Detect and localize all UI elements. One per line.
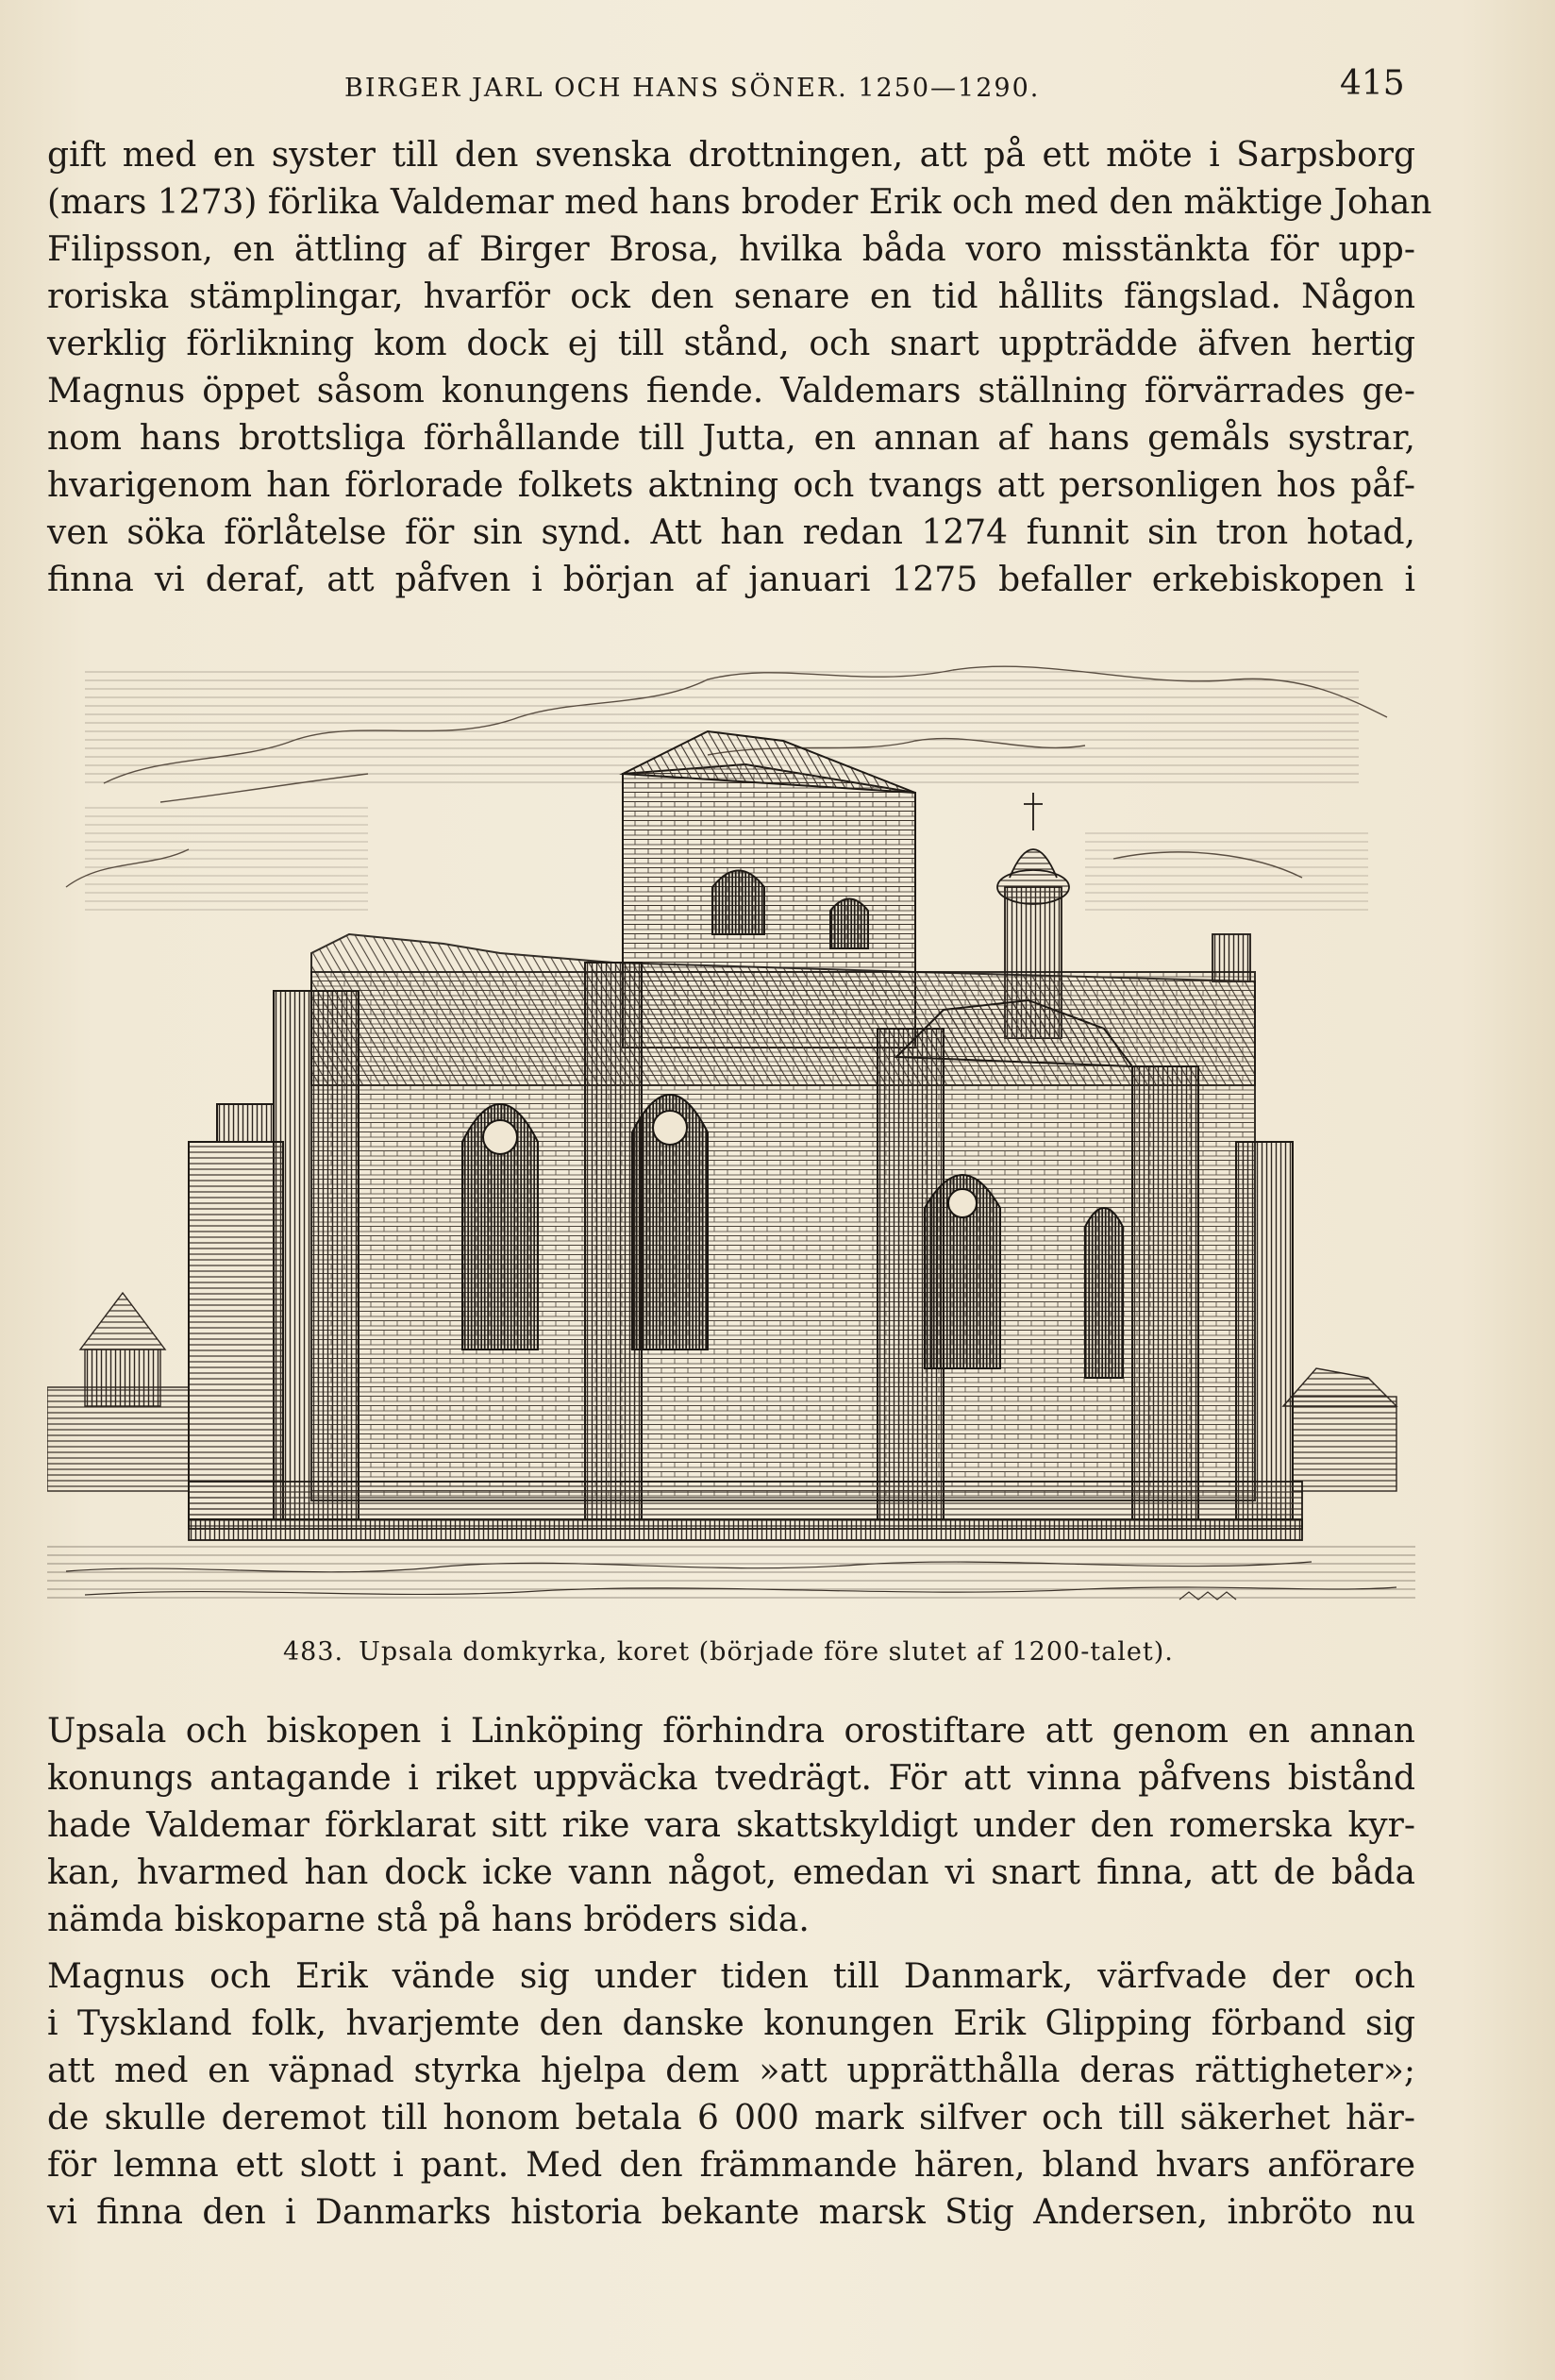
text-line: konungs antagande i riket uppväcka tvedrägt. För att vinna påfvens bistånd bbox=[47, 1759, 1415, 1798]
left-background-houses bbox=[47, 1293, 189, 1491]
paragraph-3 bbox=[47, 1953, 1415, 2237]
paragraph-1 bbox=[47, 132, 1432, 604]
text-line: ven söka förlåtelse för sin synd. Att han redan 1274 funnit sin tron hotad, bbox=[47, 513, 1415, 552]
main-choir-body bbox=[274, 934, 1293, 1519]
text-line: Magnus öppet såsom konungens fiende. Valdemars ställning förvärrades ge- bbox=[47, 372, 1415, 411]
figure-caption bbox=[283, 1637, 1189, 1667]
text-line: att med en väpnad styrka hjelpa dem »att upprätthålla deras rättigheter»; bbox=[47, 2052, 1415, 2090]
text-line: hvarigenom han förlorade folkets aktning och tvangs att personligen hos påf- bbox=[47, 466, 1415, 505]
text-line: Filipsson, en ättling af Birger Brosa, hvilka båda voro misstänkta för upp- bbox=[47, 230, 1415, 269]
text-line: hade Valdemar förklarat sitt rike vara skattskyldigt under den romerska kyr- bbox=[47, 1806, 1415, 1845]
text-line: verklig förlikning kom dock ej till stånd, och snart uppträdde äfven hertig bbox=[47, 325, 1415, 363]
figure-caption-text: Upsala domkyrka, koret (började före slutet af 1200-talet). bbox=[359, 1637, 1174, 1667]
left-buttress bbox=[189, 1104, 283, 1519]
text-line: nom hans brottsliga förhållande till Jutta, en annan af hans gemåls systrar, bbox=[47, 419, 1415, 458]
page-number: 415 bbox=[1340, 64, 1405, 103]
text-line: nämda biskoparne stå på hans bröders sida. bbox=[47, 1901, 810, 1939]
cathedral-engraving bbox=[47, 651, 1415, 1614]
text-line: roriska stämplingar, hvarför ock den senare en tid hållits fängslad. Någon bbox=[47, 277, 1415, 316]
text-line: (mars 1273) förlika Valdemar med hans broder Erik och med den mäktige Johan bbox=[47, 183, 1432, 222]
text-line: Magnus och Erik vände sig under tiden till Danmark, värfvade der och bbox=[47, 1957, 1415, 1996]
text-line: vi finna den i Danmarks historia bekante marsk Stig Andersen, inbröto nu bbox=[47, 2193, 1415, 2232]
text-line: för lemna ett slott i pant. Med den främmande hären, bland hvars anförare bbox=[47, 2146, 1415, 2185]
paragraph-2 bbox=[47, 1708, 1415, 1944]
text-line: Upsala och biskopen i Linköping förhindra orostiftare att genom en annan bbox=[47, 1712, 1415, 1751]
running-head: BIRGER JARL OCH HANS SÖNER. 1250—1290. bbox=[344, 74, 1041, 103]
foreground-ground bbox=[47, 1543, 1415, 1600]
plinth-base bbox=[189, 1482, 1302, 1540]
text-line: finna vi deraf, att påfven i början af januari 1275 befaller erkebiskopen i bbox=[47, 561, 1415, 599]
text-line: gift med en syster till den svenska drottningen, att på ett möte i Sarpsborg bbox=[47, 136, 1415, 175]
text-line: i Tyskland folk, hvarjemte den danske konungen Erik Glipping förband sig bbox=[47, 2004, 1415, 2043]
text-line: de skulle deremot till honom betala 6 000 mark silfver och till säkerhet här- bbox=[47, 2099, 1415, 2137]
right-background-houses bbox=[1283, 1368, 1396, 1491]
text-line: kan, hvarmed han dock icke vann något, emedan vi snart finna, att de båda bbox=[47, 1853, 1415, 1892]
figure-number: 483. bbox=[283, 1637, 344, 1667]
